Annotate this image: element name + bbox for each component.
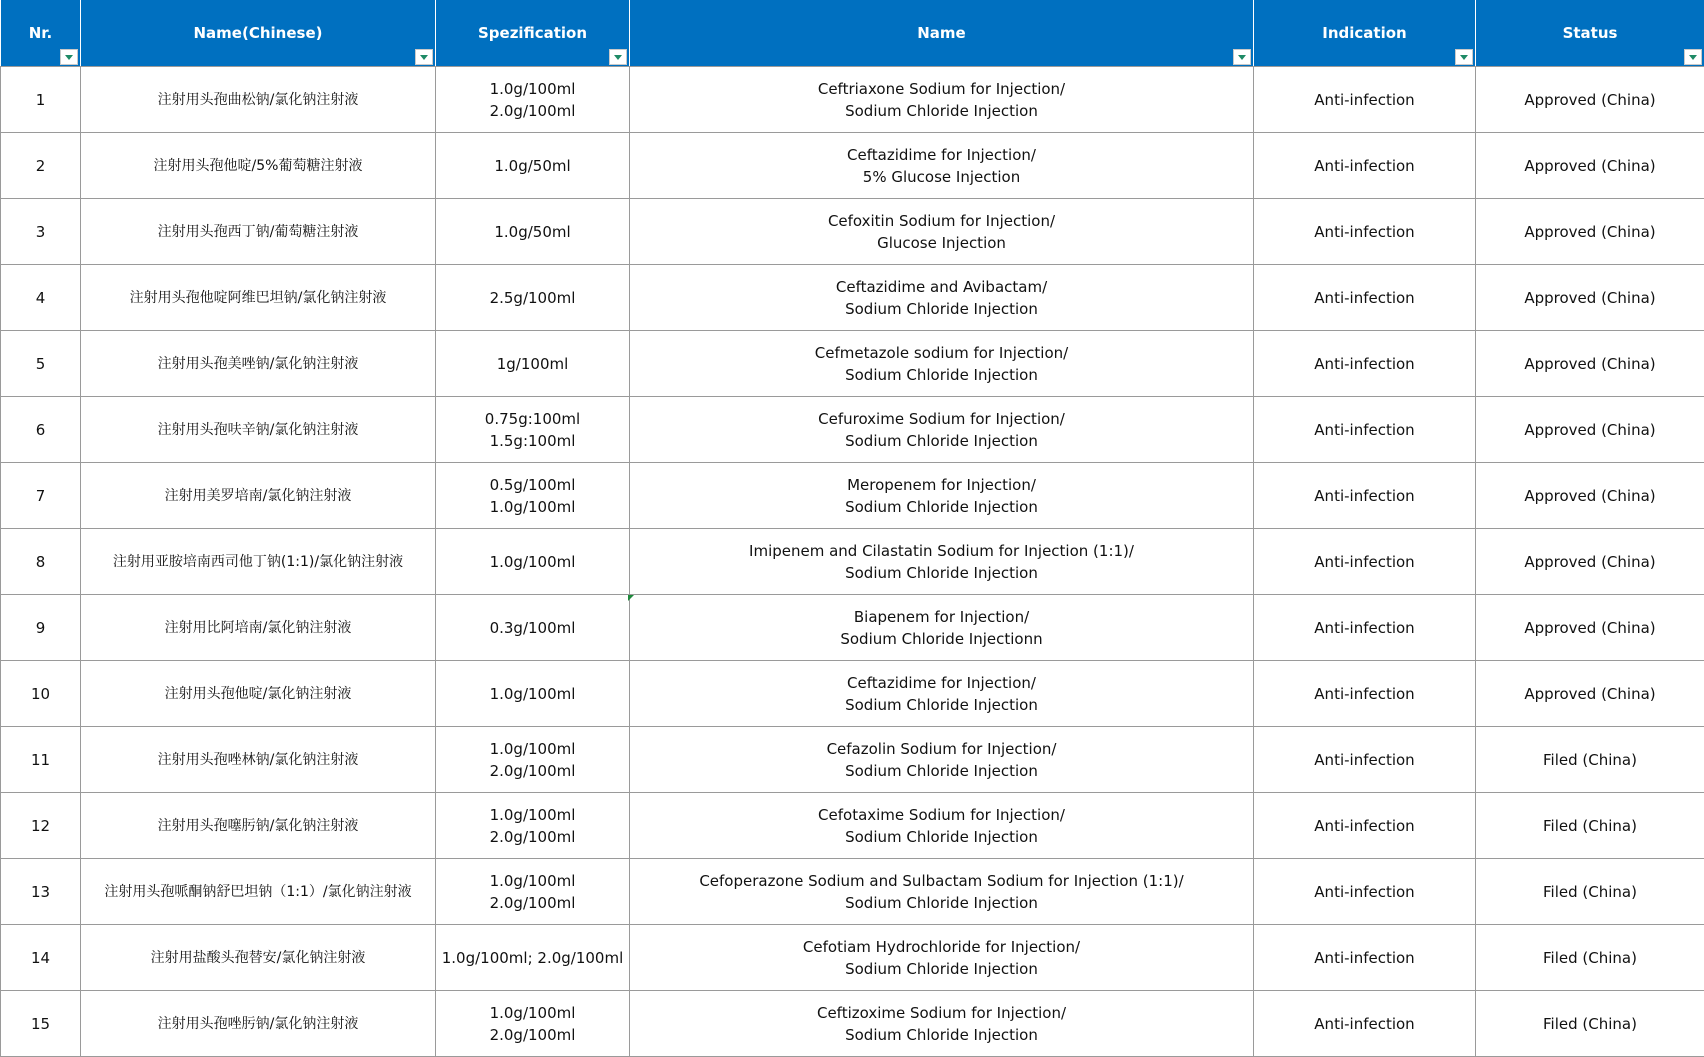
cell-status-text: Approved (China): [1524, 618, 1656, 637]
cell-nr-text: 9: [35, 618, 46, 637]
cell-indication-text: Anti-infection: [1314, 948, 1415, 967]
cell-indication[interactable]: [1254, 67, 1476, 133]
cell-name-chinese[interactable]: [81, 331, 436, 397]
cell-spezification-line: 1.0g/100ml; 2.0g/100ml: [441, 948, 624, 967]
cell-name-chinese[interactable]: [81, 727, 436, 793]
cell-name-line: Sodium Chloride Injection: [845, 827, 1038, 846]
cell-indication-text: Anti-infection: [1314, 882, 1415, 901]
column-header-name[interactable]: [630, 0, 1254, 67]
cell-nr[interactable]: [1, 331, 81, 397]
cell-name[interactable]: [630, 859, 1254, 925]
cell-indication[interactable]: [1254, 265, 1476, 331]
filter-dropdown-icon[interactable]: [415, 49, 433, 65]
cell-indication-text: Anti-infection: [1314, 552, 1415, 571]
cell-status[interactable]: [1476, 925, 1704, 991]
column-header-label: Indication: [1322, 24, 1407, 42]
cell-spezification[interactable]: [436, 463, 630, 529]
table-row: [1, 925, 1704, 991]
cell-nr[interactable]: [1, 595, 81, 661]
cell-spezification[interactable]: [436, 397, 630, 463]
cell-name-chinese-text: 注射用头孢呋辛钠/氯化钠注射液: [157, 421, 359, 438]
cell-spezification-line: 0.75g:100ml: [484, 409, 581, 428]
cell-name-chinese-text: 注射用头孢唑肟钠/氯化钠注射液: [157, 1015, 359, 1032]
cell-name[interactable]: [630, 265, 1254, 331]
table-body: [1, 67, 1704, 1057]
cell-status-text: Approved (China): [1524, 288, 1656, 307]
table-row: [1, 265, 1704, 331]
cell-spezification-line: 1.0g/100ml: [489, 739, 576, 758]
cell-name[interactable]: [630, 463, 1254, 529]
cell-name[interactable]: [630, 133, 1254, 199]
cell-spezification[interactable]: [436, 859, 630, 925]
cell-name-line: Biapenem for Injection/: [853, 607, 1030, 626]
cell-name-chinese-text: 注射用比阿培南/氯化钠注射液: [164, 619, 352, 636]
column-header-indication[interactable]: [1254, 0, 1476, 67]
cell-status[interactable]: [1476, 727, 1704, 793]
cell-indication-text: Anti-infection: [1314, 354, 1415, 373]
cell-name-line: Sodium Chloride Injection: [845, 1025, 1038, 1044]
cell-spezification-line: 1.0g/50ml: [494, 156, 571, 175]
table-row: [1, 331, 1704, 397]
cell-indication[interactable]: [1254, 661, 1476, 727]
table-row: [1, 199, 1704, 265]
cell-nr-text: 5: [35, 354, 46, 373]
cell-name-line: Cefotiam Hydrochloride for Injection/: [802, 937, 1081, 956]
cell-name-chinese[interactable]: [81, 463, 436, 529]
cell-indication[interactable]: [1254, 463, 1476, 529]
cell-indication[interactable]: [1254, 199, 1476, 265]
cell-status[interactable]: [1476, 463, 1704, 529]
cell-indication[interactable]: [1254, 793, 1476, 859]
table-row: [1, 463, 1704, 529]
cell-name-line: Sodium Chloride Injection: [845, 299, 1038, 318]
cell-spezification-line: 1.0g/50ml: [494, 222, 571, 241]
cell-nr-text: 11: [30, 750, 51, 769]
cell-name[interactable]: [630, 793, 1254, 859]
table-row: [1, 397, 1704, 463]
cell-name-line: Sodium Chloride Injection: [845, 761, 1038, 780]
cell-indication[interactable]: [1254, 859, 1476, 925]
cell-indication[interactable]: [1254, 133, 1476, 199]
column-header-label: Name(Chinese): [193, 24, 323, 42]
cell-indication-text: Anti-infection: [1314, 90, 1415, 109]
cell-name[interactable]: [630, 67, 1254, 133]
cell-name-line: 5% Glucose Injection: [862, 167, 1021, 186]
cell-status[interactable]: [1476, 67, 1704, 133]
cell-name-chinese[interactable]: [81, 133, 436, 199]
cell-indication[interactable]: [1254, 727, 1476, 793]
cell-name-line: Ceftizoxime Sodium for Injection/: [816, 1003, 1067, 1022]
cell-name-line: Meropenem for Injection/: [847, 475, 1036, 494]
cell-spezification-line: 2.5g/100ml: [489, 288, 576, 307]
cell-spezification-line: 2.0g/100ml: [489, 761, 576, 780]
cell-status-text: Approved (China): [1524, 222, 1656, 241]
cell-nr-text: 14: [30, 948, 51, 967]
cell-status-text: Approved (China): [1524, 486, 1656, 505]
cell-name-chinese-text: 注射用亚胺培南西司他丁钠(1:1)/氯化钠注射液: [112, 553, 404, 570]
cell-name-chinese-text: 注射用盐酸头孢替安/氯化钠注射液: [150, 949, 366, 966]
cell-spezification-line: 1.0g/100ml: [489, 1003, 576, 1022]
cell-status-text: Filed (China): [1543, 882, 1637, 901]
cell-spezification[interactable]: [436, 331, 630, 397]
cell-name-chinese[interactable]: [81, 595, 436, 661]
filter-dropdown-icon[interactable]: [1455, 49, 1473, 65]
cell-indication-text: Anti-infection: [1314, 486, 1415, 505]
cell-name-chinese[interactable]: [81, 925, 436, 991]
cell-nr[interactable]: [1, 991, 81, 1057]
cell-status[interactable]: [1476, 133, 1704, 199]
cell-status[interactable]: [1476, 595, 1704, 661]
cell-name[interactable]: [630, 925, 1254, 991]
cell-name-chinese[interactable]: [81, 991, 436, 1057]
cell-nr-text: 7: [35, 486, 46, 505]
cell-name-chinese-text: 注射用头孢他啶阿维巴坦钠/氯化钠注射液: [129, 289, 387, 306]
cell-name-chinese[interactable]: [81, 397, 436, 463]
table-row: [1, 859, 1704, 925]
cell-name-chinese-text: 注射用美罗培南/氯化钠注射液: [164, 487, 352, 504]
cell-nr-text: 4: [35, 288, 46, 307]
cell-name-chinese-text: 注射用头孢唑林钠/氯化钠注射液: [157, 751, 359, 768]
cell-nr-text: 3: [35, 222, 46, 241]
cell-status[interactable]: [1476, 859, 1704, 925]
cell-status-text: Filed (China): [1543, 750, 1637, 769]
cell-nr[interactable]: [1, 793, 81, 859]
cell-indication[interactable]: [1254, 991, 1476, 1057]
cell-spezification[interactable]: [436, 67, 630, 133]
cell-nr[interactable]: [1, 661, 81, 727]
cell-nr-text: 15: [30, 1014, 51, 1033]
cell-indication[interactable]: [1254, 529, 1476, 595]
cell-spezification-line: 2.0g/100ml: [489, 827, 576, 846]
cell-spezification-line: 1.0g/100ml: [489, 805, 576, 824]
cell-status-text: Approved (China): [1524, 90, 1656, 109]
cell-indication[interactable]: [1254, 925, 1476, 991]
cell-name-line: Cefoxitin Sodium for Injection/: [827, 211, 1056, 230]
cell-indication[interactable]: [1254, 397, 1476, 463]
cell-spezification-line: 1.5g:100ml: [489, 431, 576, 450]
cell-nr[interactable]: [1, 727, 81, 793]
cell-name-line: Cefotaxime Sodium for Injection/: [818, 805, 1065, 824]
cell-name-chinese[interactable]: [81, 859, 436, 925]
cell-indication-text: Anti-infection: [1314, 420, 1415, 439]
cell-spezification[interactable]: [436, 199, 630, 265]
cell-spezification[interactable]: [436, 265, 630, 331]
cell-spezification[interactable]: [436, 133, 630, 199]
filter-dropdown-icon[interactable]: [60, 49, 78, 65]
cell-name-chinese-text: 注射用头孢他啶/5%葡萄糖注射液: [153, 157, 363, 174]
table-row: [1, 133, 1704, 199]
cell-nr-text: 10: [30, 684, 51, 703]
cell-spezification-line: 1.0g/100ml: [489, 552, 576, 571]
cell-status[interactable]: [1476, 331, 1704, 397]
cell-spezification[interactable]: [436, 793, 630, 859]
cell-name-chinese-text: 注射用头孢哌酮钠舒巴坦钠（1:1）/氯化钠注射液: [104, 883, 412, 900]
cell-name-chinese-text: 注射用头孢噻肟钠/氯化钠注射液: [157, 817, 359, 834]
cell-name-line: Glucose Injection: [877, 233, 1006, 252]
cell-nr-text: 2: [35, 156, 46, 175]
cell-nr-text: 1: [35, 90, 46, 109]
cell-status-text: Filed (China): [1543, 1014, 1637, 1033]
cell-indication-text: Anti-infection: [1314, 684, 1415, 703]
column-header-label: Nr.: [28, 24, 53, 42]
cell-name-line: Imipenem and Cilastatin Sodium for Injection (1:1)/: [749, 541, 1134, 560]
cell-name-line: Sodium Chloride Injection: [845, 893, 1038, 912]
cell-nr-text: 13: [30, 882, 51, 901]
cell-nr[interactable]: [1, 397, 81, 463]
cell-nr[interactable]: [1, 67, 81, 133]
cell-name-line: Cefmetazole sodium for Injection/: [814, 343, 1069, 362]
cell-status-text: Approved (China): [1524, 354, 1656, 373]
cell-name[interactable]: [630, 529, 1254, 595]
cell-nr[interactable]: [1, 859, 81, 925]
cell-status[interactable]: [1476, 265, 1704, 331]
cell-name[interactable]: [630, 595, 1254, 661]
table-row: [1, 67, 1704, 133]
cell-spezification-line: 2.0g/100ml: [489, 101, 576, 120]
cell-nr[interactable]: [1, 133, 81, 199]
cell-spezification[interactable]: [436, 661, 630, 727]
cell-name-chinese-text: 注射用头孢他啶/氯化钠注射液: [164, 685, 352, 702]
cell-spezification-line: 0.5g/100ml: [489, 475, 576, 494]
cell-status[interactable]: [1476, 529, 1704, 595]
cell-spezification-line: 2.0g/100ml: [489, 1025, 576, 1044]
cell-name[interactable]: [630, 199, 1254, 265]
cell-status[interactable]: [1476, 793, 1704, 859]
cell-comment-indicator-icon: [628, 595, 634, 601]
cell-indication-text: Anti-infection: [1314, 750, 1415, 769]
cell-name-chinese[interactable]: [81, 265, 436, 331]
cell-name-chinese[interactable]: [81, 661, 436, 727]
cell-status[interactable]: [1476, 661, 1704, 727]
filter-dropdown-icon[interactable]: [1684, 49, 1702, 65]
cell-spezification[interactable]: [436, 925, 630, 991]
filter-dropdown-icon[interactable]: [1233, 49, 1251, 65]
cell-name-line: Sodium Chloride Injection: [845, 497, 1038, 516]
cell-name-chinese-text: 注射用头孢曲松钠/氯化钠注射液: [157, 91, 359, 108]
cell-name-line: Sodium Chloride Injectionn: [840, 629, 1043, 648]
cell-name[interactable]: [630, 727, 1254, 793]
cell-nr-text: 12: [30, 816, 51, 835]
cell-name[interactable]: [630, 661, 1254, 727]
cell-indication-text: Anti-infection: [1314, 288, 1415, 307]
table-row: [1, 595, 1704, 661]
cell-nr[interactable]: [1, 529, 81, 595]
cell-name-line: Ceftazidime and Avibactam/: [835, 277, 1048, 296]
cell-name-line: Cefoperazone Sodium and Sulbactam Sodium for Injection (1:1)/: [699, 871, 1184, 890]
cell-indication[interactable]: [1254, 331, 1476, 397]
cell-name-chinese-text: 注射用头孢美唑钠/氯化钠注射液: [157, 355, 359, 372]
cell-name-chinese[interactable]: [81, 67, 436, 133]
column-header-name-chinese[interactable]: [81, 0, 436, 67]
cell-spezification-line: 1.0g/100ml: [489, 497, 576, 516]
cell-name-chinese[interactable]: [81, 199, 436, 265]
cell-name-line: Ceftriaxone Sodium for Injection/: [817, 79, 1066, 98]
table-row: [1, 991, 1704, 1057]
cell-status[interactable]: [1476, 991, 1704, 1057]
column-header-label: Status: [1562, 24, 1618, 42]
table-row: [1, 529, 1704, 595]
cell-name[interactable]: [630, 397, 1254, 463]
cell-nr-text: 6: [35, 420, 46, 439]
cell-spezification-line: 2.0g/100ml: [489, 893, 576, 912]
cell-indication-text: Anti-infection: [1314, 222, 1415, 241]
cell-nr[interactable]: [1, 265, 81, 331]
header-row: [1, 0, 1704, 67]
cell-spezification[interactable]: [436, 529, 630, 595]
cell-status-text: Approved (China): [1524, 684, 1656, 703]
cell-name-chinese[interactable]: [81, 793, 436, 859]
cell-nr[interactable]: [1, 199, 81, 265]
column-header-status[interactable]: [1476, 0, 1704, 67]
table-row: [1, 661, 1704, 727]
cell-status[interactable]: [1476, 199, 1704, 265]
cell-status-text: Approved (China): [1524, 552, 1656, 571]
cell-nr[interactable]: [1, 463, 81, 529]
cell-status-text: Filed (China): [1543, 816, 1637, 835]
cell-status-text: Approved (China): [1524, 420, 1656, 439]
cell-status[interactable]: [1476, 397, 1704, 463]
cell-name-line: Sodium Chloride Injection: [845, 959, 1038, 978]
cell-status-text: Approved (China): [1524, 156, 1656, 175]
cell-name-line: Ceftazidime for Injection/: [847, 673, 1036, 692]
cell-name[interactable]: [630, 331, 1254, 397]
cell-indication-text: Anti-infection: [1314, 618, 1415, 637]
cell-spezification-line: 1g/100ml: [496, 354, 569, 373]
cell-spezification-line: 1.0g/100ml: [489, 871, 576, 890]
column-header-nr[interactable]: [1, 0, 81, 67]
column-header-label: Name: [917, 24, 966, 42]
cell-indication-text: Anti-infection: [1314, 1014, 1415, 1033]
cell-name-line: Sodium Chloride Injection: [845, 563, 1038, 582]
cell-name-line: Sodium Chloride Injection: [845, 695, 1038, 714]
cell-nr[interactable]: [1, 925, 81, 991]
cell-name-line: Cefazolin Sodium for Injection/: [826, 739, 1057, 758]
column-header-label: Spezification: [477, 24, 587, 42]
filter-dropdown-icon[interactable]: [609, 49, 627, 65]
cell-name-line: Sodium Chloride Injection: [845, 365, 1038, 384]
cell-name-chinese[interactable]: [81, 529, 436, 595]
cell-spezification[interactable]: [436, 727, 630, 793]
table-row: [1, 727, 1704, 793]
cell-indication-text: Anti-infection: [1314, 156, 1415, 175]
cell-spezification-line: 1.0g/100ml: [489, 684, 576, 703]
cell-spezification-line: 1.0g/100ml: [489, 79, 576, 98]
cell-indication[interactable]: [1254, 595, 1476, 661]
cell-name-line: Ceftazidime for Injection/: [847, 145, 1036, 164]
cell-spezification[interactable]: [436, 991, 630, 1057]
cell-spezification[interactable]: [436, 595, 630, 661]
cell-name[interactable]: [630, 991, 1254, 1057]
cell-nr-text: 8: [35, 552, 46, 571]
cell-spezification-line: 0.3g/100ml: [489, 618, 576, 637]
cell-status-text: Filed (China): [1543, 948, 1637, 967]
cell-name-chinese-text: 注射用头孢西丁钠/葡萄糖注射液: [157, 223, 359, 240]
cell-name-line: Cefuroxime Sodium for Injection/: [818, 409, 1065, 428]
table-row: [1, 793, 1704, 859]
cell-name-line: Sodium Chloride Injection: [845, 431, 1038, 450]
cell-indication-text: Anti-infection: [1314, 816, 1415, 835]
cell-name-line: Sodium Chloride Injection: [845, 101, 1038, 120]
column-header-spezification[interactable]: [436, 0, 630, 67]
